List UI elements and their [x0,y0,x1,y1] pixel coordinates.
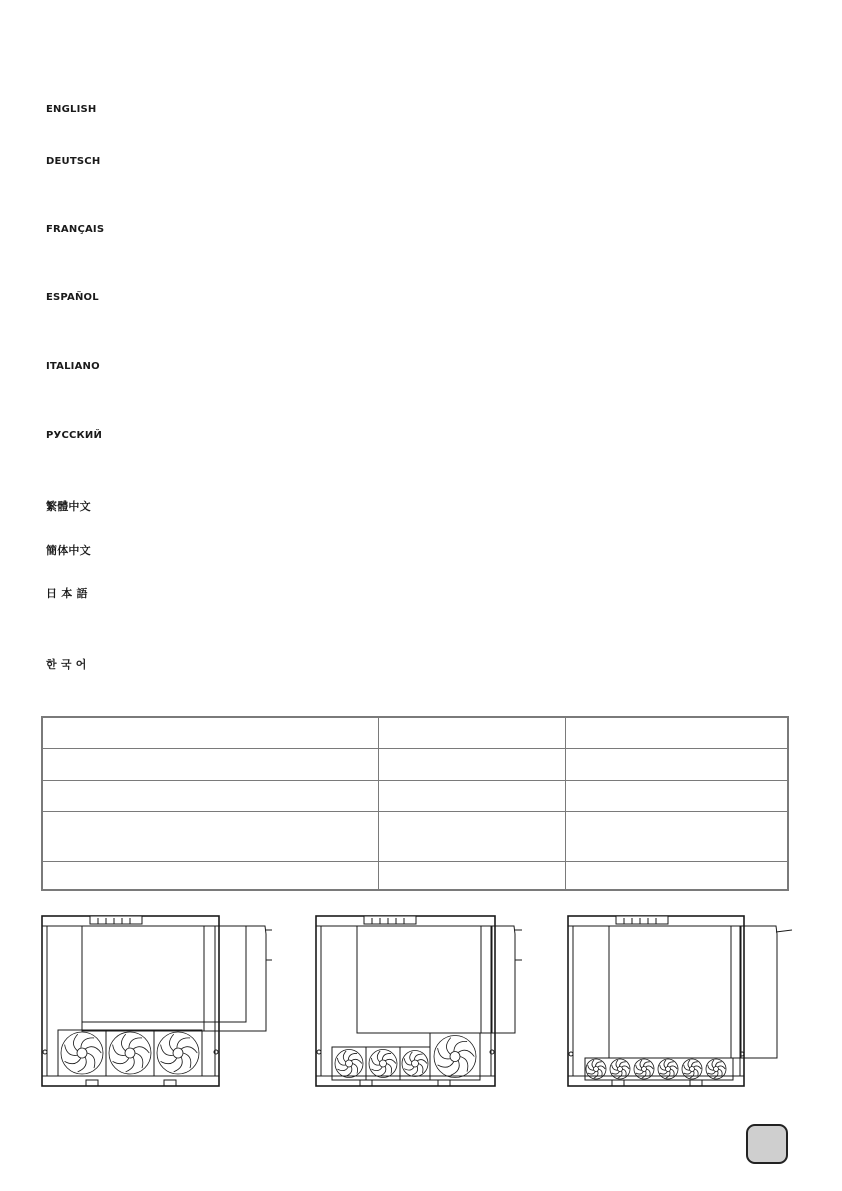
table-cell [566,780,789,811]
fan-blade [592,1060,594,1068]
table-cell [42,811,379,861]
language-deutsch: DEUTSCH [46,156,101,167]
fan-blade [135,1053,143,1068]
language-espanol: ESPAÑOL [46,292,99,303]
fan-blade [65,1058,81,1064]
fan-blade [181,1047,197,1053]
fan-blade [708,1071,716,1074]
fan-blade [451,1061,460,1076]
fan-blade [636,1065,642,1070]
fan-blade [594,1071,598,1078]
fan-blade [174,1057,183,1072]
language-traditional-chinese: 繁體中文 [46,500,91,513]
fan-blade [708,1065,714,1070]
fan-blade [169,1034,173,1051]
fan-blade [460,1057,468,1072]
fan-blade [438,1048,451,1059]
table-cell [566,861,789,890]
fan-blade [618,1071,622,1078]
table-cell [379,861,566,890]
table-cell [566,748,789,780]
table-cell [42,780,379,811]
table-row [42,717,788,748]
fan-blade [666,1071,670,1078]
fan-blade [712,1060,714,1068]
fan-blade [438,1062,454,1068]
fan-blade [337,1058,345,1065]
fan-blade [616,1060,618,1068]
fan-blade [78,1057,87,1072]
spec-table [41,716,789,891]
fan-blade [404,1067,414,1070]
fan-blade [690,1071,694,1078]
fan-blade [133,1047,149,1053]
fan-blade [684,1071,692,1074]
fan-blade [377,1051,380,1062]
language-english: ENGLISH [46,104,97,115]
config-mixed-fans [314,912,529,1090]
fan-blade [346,1066,352,1076]
fan-blade [85,1047,101,1053]
fan-blade [412,1066,417,1075]
fan-blade [664,1060,666,1068]
language-japanese: 日 本 語 [46,587,88,600]
fan-blade [183,1053,191,1068]
fan-blade [343,1051,346,1062]
fan-blade [73,1034,77,1051]
fan-blade [418,1064,423,1073]
fan-blade [113,1058,129,1064]
fan-blade [684,1065,690,1070]
table-cell [379,748,566,780]
fan-blade [714,1071,718,1078]
language-italiano: ITALIANO [46,361,100,372]
fan-blade [87,1053,95,1068]
table-cell [379,717,566,748]
fan-blade [588,1065,594,1070]
table-row [42,811,788,861]
fan-blade [161,1045,174,1056]
table-cell [42,861,379,890]
fan-blade [371,1067,382,1071]
fan-blade [404,1058,412,1065]
fan-blade [660,1065,666,1070]
fan-blade [612,1071,620,1074]
fan-blade [588,1071,596,1074]
table-cell [379,780,566,811]
table-cell [566,717,789,748]
fan-blade [353,1064,358,1074]
fan-blade [599,1069,603,1076]
fan-blade [640,1060,642,1068]
fan-blade [695,1069,699,1076]
table-row [42,780,788,811]
config-six-small-fans [566,912,798,1090]
language-russian: РУССКИЙ [46,430,103,441]
fan-blade [121,1034,125,1051]
fan-blade [623,1069,627,1076]
language-francais: FRANÇAIS [46,224,105,235]
fan-blade [65,1045,78,1056]
fan-blade [647,1069,651,1076]
table-cell [42,717,379,748]
fan-blade [371,1058,379,1065]
fan-blade [113,1045,126,1056]
fan-blade [126,1057,135,1072]
fan-blade [458,1050,474,1056]
table-cell [379,811,566,861]
fan-blade [410,1052,413,1062]
fan-blade [688,1060,690,1068]
config-three-large-fans [40,912,285,1090]
language-simplified-chinese: 簡体中文 [46,544,91,557]
fan-blade [161,1058,177,1064]
table-row [42,748,788,780]
table-row [42,861,788,890]
fan-blade [612,1065,618,1070]
fan-blade [387,1064,392,1074]
fan-blade [642,1071,646,1078]
page-number-badge [746,1124,788,1164]
fan-blade [380,1066,386,1076]
language-korean: 한 국 어 [46,658,87,671]
fan-blade [660,1071,668,1074]
table-cell [42,748,379,780]
fan-blade [671,1069,675,1076]
fan-blade [337,1067,348,1071]
fan-blade [636,1071,644,1074]
table-cell [566,811,789,861]
fan-blade [719,1069,723,1076]
fan-blade [446,1038,450,1055]
